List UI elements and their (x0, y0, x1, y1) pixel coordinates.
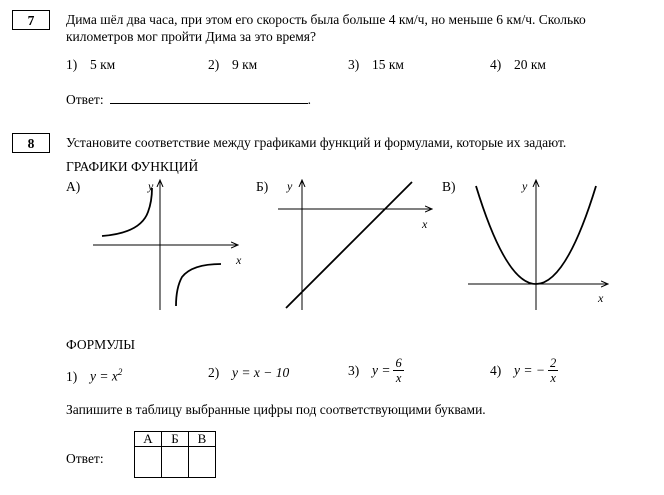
formulas-title: ФОРМУЛЫ (66, 337, 136, 352)
task-7-answer (66, 91, 311, 108)
fraction-numerator: 6 (395, 356, 402, 370)
formula-number: 3) (348, 362, 360, 378)
task-7-number: 7 (12, 10, 50, 30)
fraction-numerator: 2 (549, 356, 557, 370)
formula-number: 4) (490, 362, 502, 378)
graph-b (274, 178, 434, 313)
task-7-question-line2: километров мог пройти Дима за это время? (66, 29, 316, 44)
formula-4[interactable] (490, 356, 558, 385)
answer-header-c: В (189, 432, 216, 447)
graph-c-y-label: y (522, 179, 528, 193)
graph-a-x-label: x (236, 253, 242, 267)
task-7-option-2[interactable] (208, 57, 257, 73)
option-number: 3) (348, 57, 360, 72)
graphs-title: ГРАФИКИ ФУНКЦИЙ (66, 159, 199, 174)
answer-period: . (307, 92, 311, 107)
option-number: 1) (66, 57, 78, 72)
graph-a-branch-upper (102, 188, 152, 236)
answer-cell-b[interactable] (162, 447, 189, 478)
formula-expression: y = (372, 362, 391, 378)
formula-exponent: 2 (117, 367, 123, 377)
formula-fraction (393, 356, 403, 385)
answer-label: Ответ: (66, 92, 104, 107)
answer-header-b: Б (162, 432, 189, 447)
task-8-number: 8 (12, 133, 50, 153)
option-text: 20 км (514, 57, 546, 72)
answer-cell-c[interactable] (189, 447, 216, 478)
task-7-question-line1: Дима шёл два часа, при этом его скорость была больше 4 км/ч, но меньше 6 км/ч. Сколько (66, 12, 586, 27)
graph-a-label: А) (66, 179, 81, 194)
answer-cell-a[interactable] (135, 447, 162, 478)
formula-expression: y = x − 10 (232, 365, 290, 380)
option-text: 15 км (372, 57, 404, 72)
graph-a-y-label: y (148, 179, 154, 193)
formula-expression: y = − (514, 362, 545, 378)
task-7-option-3[interactable] (348, 57, 404, 73)
graph-c (464, 178, 614, 313)
formula-1[interactable] (66, 367, 122, 385)
answer-input-line[interactable] (110, 91, 308, 104)
fraction-denominator: x (550, 371, 556, 385)
answer-header-a: А (135, 432, 162, 447)
graph-b-label: Б) (256, 179, 269, 194)
option-number: 4) (490, 57, 502, 72)
option-text: 5 км (90, 57, 116, 72)
option-number: 2) (208, 57, 220, 72)
graph-c-label: В) (442, 179, 456, 194)
graph-b-line (286, 182, 412, 308)
task-8-question: Установите соответствие между графиками функций и формулами, которые их задают. (66, 135, 567, 150)
task-8-instruction: Запишите в таблицу выбранные цифры под соответствующими буквами. (66, 402, 486, 417)
formula-fraction (548, 356, 558, 385)
formula-3[interactable] (348, 356, 404, 385)
graph-b-y-label: y (287, 179, 293, 193)
answer-table (134, 431, 216, 478)
graph-c-x-label: x (598, 291, 604, 305)
fraction-denominator: x (395, 371, 402, 385)
graph-a (88, 178, 248, 313)
task-7-option-1[interactable] (66, 57, 115, 73)
option-text: 9 км (232, 57, 258, 72)
graph-b-x-label: x (422, 217, 428, 231)
task-8-answer-label: Ответ: (66, 451, 104, 466)
formula-number: 1) (66, 368, 78, 384)
task-7-option-4[interactable] (490, 57, 546, 73)
graph-a-branch-lower (176, 264, 221, 306)
formula-2[interactable] (208, 365, 289, 381)
formula-expression: y = x (90, 368, 118, 384)
formula-number: 2) (208, 365, 220, 380)
